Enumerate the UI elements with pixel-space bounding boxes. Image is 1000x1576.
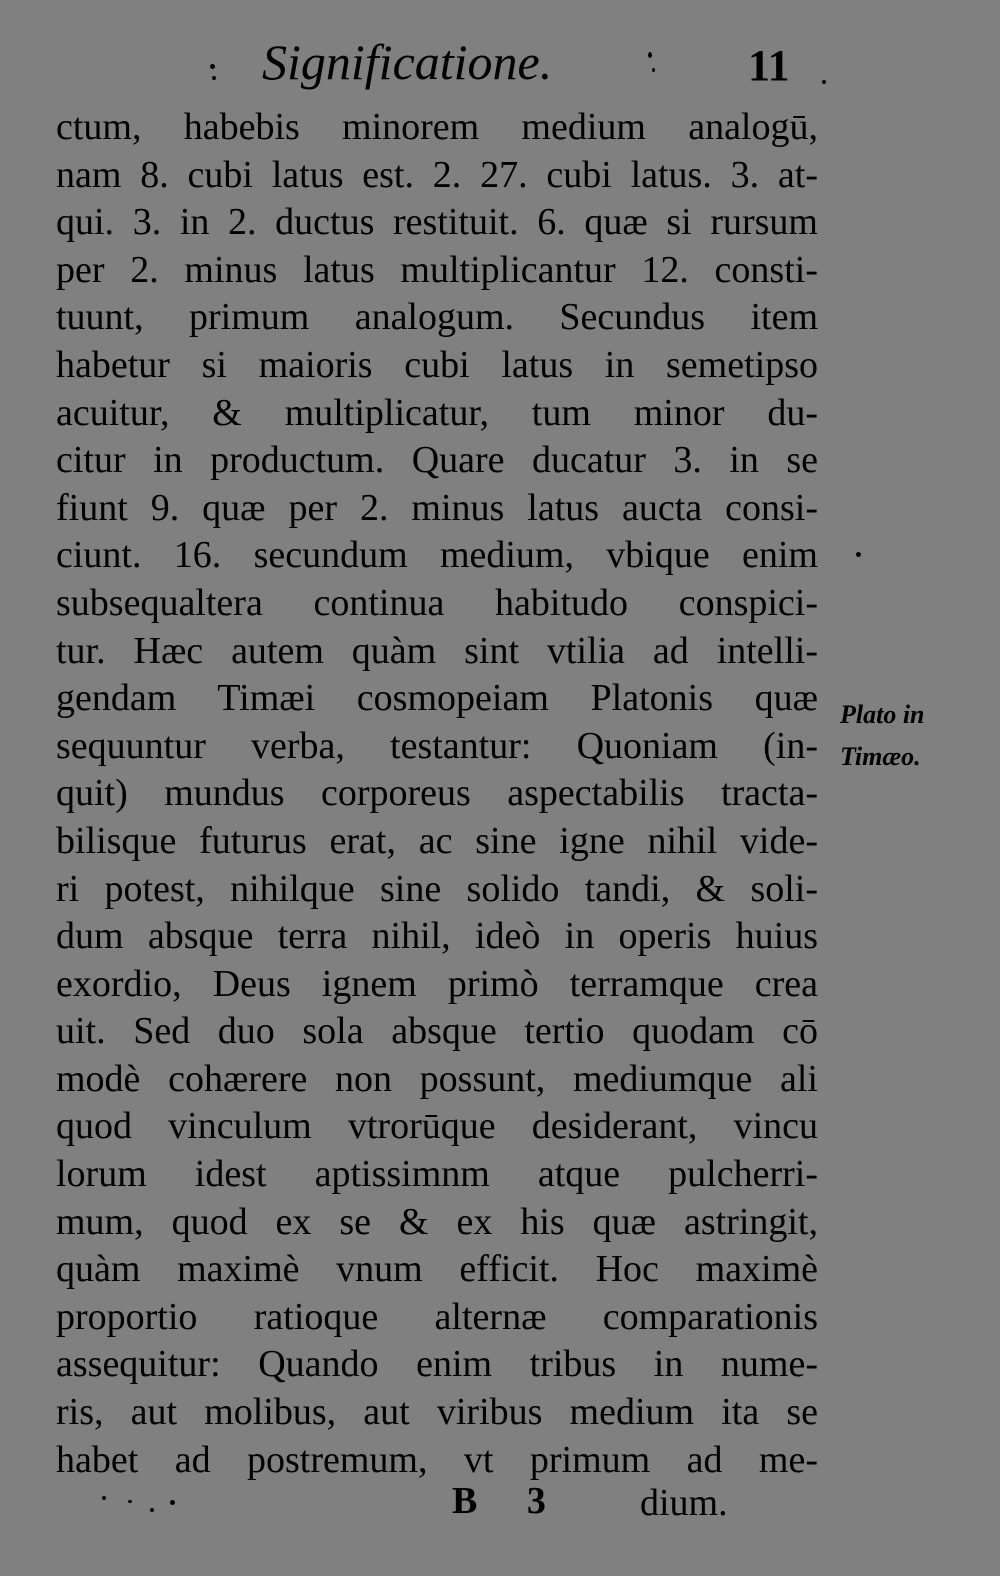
text-line-18: dum absque terra nihil, ideò in operis huius xyxy=(56,915,818,958)
text-line-15: quit) mundus corporeus aspectabilis tracta- xyxy=(56,772,818,815)
text-line-20: uit. Sed duo sola absque tertio quodam cō xyxy=(56,1010,818,1053)
text-line-10: ciunt. 16. secundum medium, vbique enim xyxy=(56,534,818,577)
text-line-21: modè cohærere non possunt, mediumque ali xyxy=(56,1057,818,1100)
text-line-14: sequuntur verba, testantur: Quoniam (in- xyxy=(56,724,818,767)
text-line-4: per 2. minus latus multiplicantur 12. consti- xyxy=(56,248,818,291)
scan-speck xyxy=(652,68,655,72)
running-head: Significatione. xyxy=(262,34,553,90)
scan-speck xyxy=(170,1500,175,1505)
catchword: dium. xyxy=(640,1482,728,1524)
page-number: 11 xyxy=(748,41,790,90)
text-line-8: citur in productum. Quare ducatur 3. in se xyxy=(56,439,818,482)
scan-speck xyxy=(822,80,826,84)
scan-speck xyxy=(856,552,861,557)
text-line-7: acuitur, & multiplicatur, tum minor du- xyxy=(56,391,818,434)
text-line-29: habet ad postremum, vt primum ad me- xyxy=(56,1438,818,1481)
text-line-17: ri potest, nihilque sine solido tandi, & soli- xyxy=(56,867,818,910)
scan-speck xyxy=(128,1500,132,1503)
scan-speck xyxy=(210,64,215,69)
scan-speck xyxy=(102,1496,106,1500)
scan-speck xyxy=(212,76,216,80)
body-text xyxy=(56,104,818,1484)
text-line-22: quod vinculum vtrorūque desiderant, vincu xyxy=(56,1105,818,1148)
signature-mark: B 3 xyxy=(452,1480,566,1522)
text-line-12: tur. Hæc autem quàm sint vtilia ad intelli- xyxy=(56,629,818,672)
text-line-11: subsequaltera continua habitudo conspici- xyxy=(56,581,818,624)
text-line-27: assequitur: Quando enim tribus in nume- xyxy=(56,1343,818,1386)
text-line-28: ris, aut molibus, aut viribus medium ita se xyxy=(56,1391,818,1434)
text-line-13: gendam Timæi cosmopeiam Platonis quæ xyxy=(56,677,818,720)
scan-speck xyxy=(150,1508,154,1512)
text-line-2: nam 8. cubi latus est. 2. 27. cubi latus. 3. at- xyxy=(56,153,818,196)
text-line-26: proportio ratioque alternæ comparationis xyxy=(56,1295,818,1338)
text-line-1: ctum, habebis minorem medium analogū, xyxy=(56,106,818,148)
margin-note xyxy=(840,694,990,778)
text-line-3: qui. 3. in 2. ductus restituit. 6. quæ si rursum xyxy=(56,201,818,244)
text-line-23: lorum idest aptissimnm atque pulcherri- xyxy=(56,1153,818,1196)
text-line-25: quàm maximè vnum efficit. Hoc maximè xyxy=(56,1248,818,1291)
margin-note-line-2: Timæo. xyxy=(840,742,921,771)
scan-speck xyxy=(648,52,652,58)
margin-note-line-1: Plato in xyxy=(840,700,925,729)
text-line-5: tuunt, primum analogum. Secundus item xyxy=(56,296,818,339)
text-line-24: mum, quod ex se & ex his quæ astringit, xyxy=(56,1200,818,1243)
text-line-9: fiunt 9. quæ per 2. minus latus aucta consi- xyxy=(56,486,818,529)
text-line-6: habetur si maioris cubi latus in semetipso xyxy=(56,343,818,386)
text-line-16: bilisque futurus erat, ac sine igne nihil vide- xyxy=(56,819,818,862)
text-line-19: exordio, Deus ignem primò terramque crea xyxy=(56,962,818,1005)
